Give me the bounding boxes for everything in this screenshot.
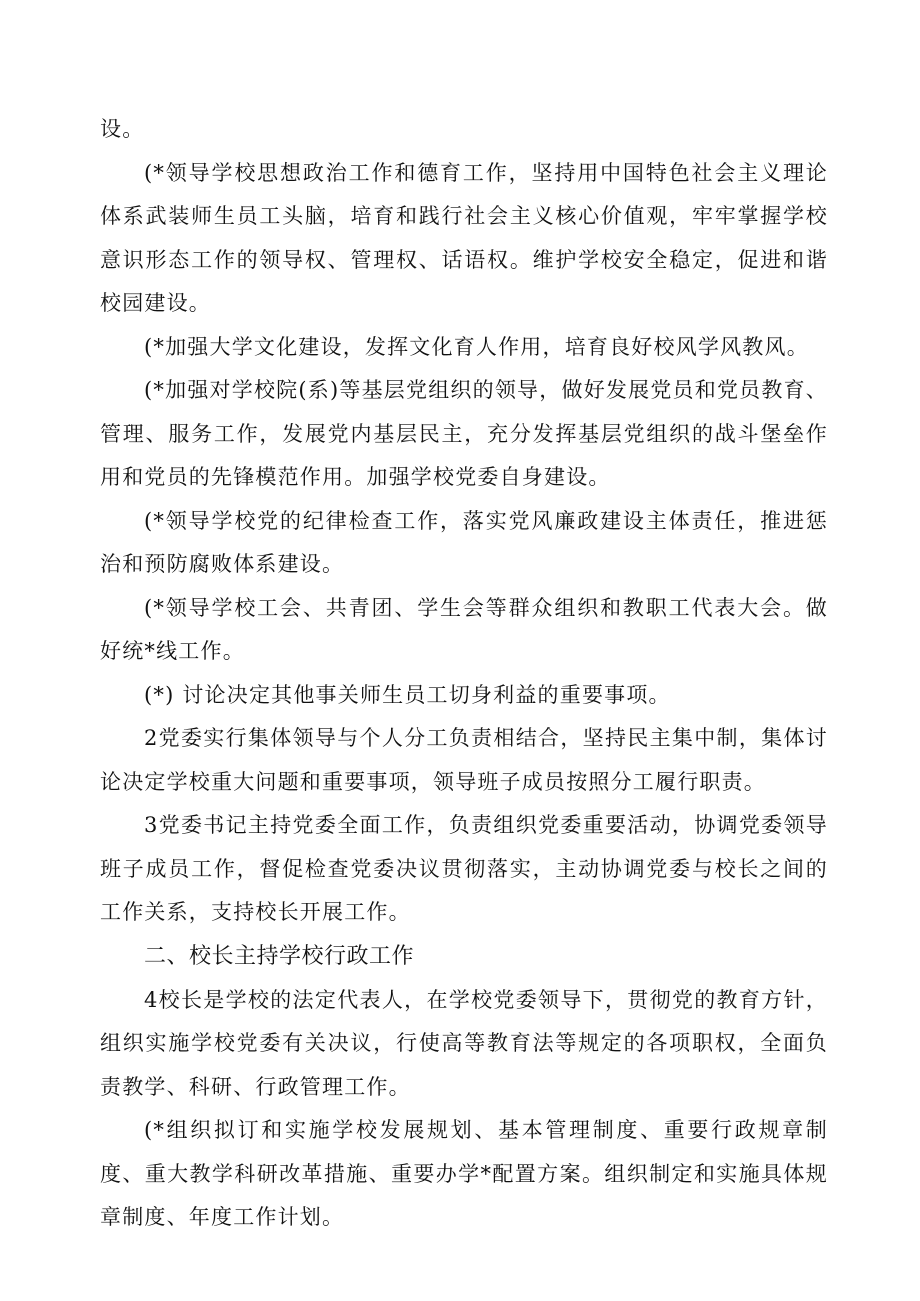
paragraph-ideological-work: (*领导学校思想政治工作和德育工作，坚持用中国特色社会主义理论体系武装师生员工头脑，培育和践行社会主义核心价值观，牢牢掌握学校意识形态工作的领导权、管理权、话语权。维护学校安全稳定，促进和谐校园建设。 <box>100 160 828 315</box>
paragraph-development-planning: (*组织拟订和实施学校发展规划、基本管理制度、重要行政规章制度、重大教学科研改革措施、重要办学*配置方案。组织制定和实施具体规章制度、年度工作计划。 <box>100 1118 828 1229</box>
paragraph-item-2: 2党委实行集体领导与个人分工负责相结合，坚持民主集中制，集体讨论决定学校重大问题和重要事项，领导班子成员按照分工履行职责。 <box>100 726 828 794</box>
paragraph-campus-culture: (*加强大学文化建设，发挥文化育人作用，培育良好校风学风教风。 <box>144 334 809 359</box>
paragraph-mass-organizations: (*领导学校工会、共青团、学生会等群众组织和教职工代表大会。做好统*线工作。 <box>100 595 828 663</box>
paragraph-discipline-inspection: (*领导学校党的纪律检查工作，落实党风廉政建设主体责任，推进惩治和预防腐败体系建设。 <box>100 508 828 576</box>
section-heading: 二、校长主持学校行政工作 <box>144 943 415 969</box>
paragraph-continuation: 设。 <box>100 117 145 141</box>
paragraph-item-4: 4校长是学校的法定代表人，在学校党委领导下，贯彻党的教育方针，组织实施学校党委有关决议，行使高等教育法等规定的各项职权，全面负责教学、科研、行政管理工作。 <box>100 987 828 1099</box>
paragraph-item-3: 3党委书记主持党委全面工作，负责组织党委重要活动，协调党委领导班子成员工作，督促检查党委决议贯彻落实，主动协调党委与校长之间的工作关系，支持校长开展工作。 <box>100 813 828 924</box>
paragraph-other-matters: (*) 讨论决定其他事关师生员工切身利益的重要事项。 <box>144 682 671 707</box>
paragraph-grassroots-party: (*加强对学校院(系)等基层党组织的领导，做好发展党员和党员教育、管理、服务工作，发展党内基层民主，充分发挥基层党组织的战斗堡垒作用和党员的先锋模范作用。加强学校党委自身建设。 <box>100 378 828 489</box>
